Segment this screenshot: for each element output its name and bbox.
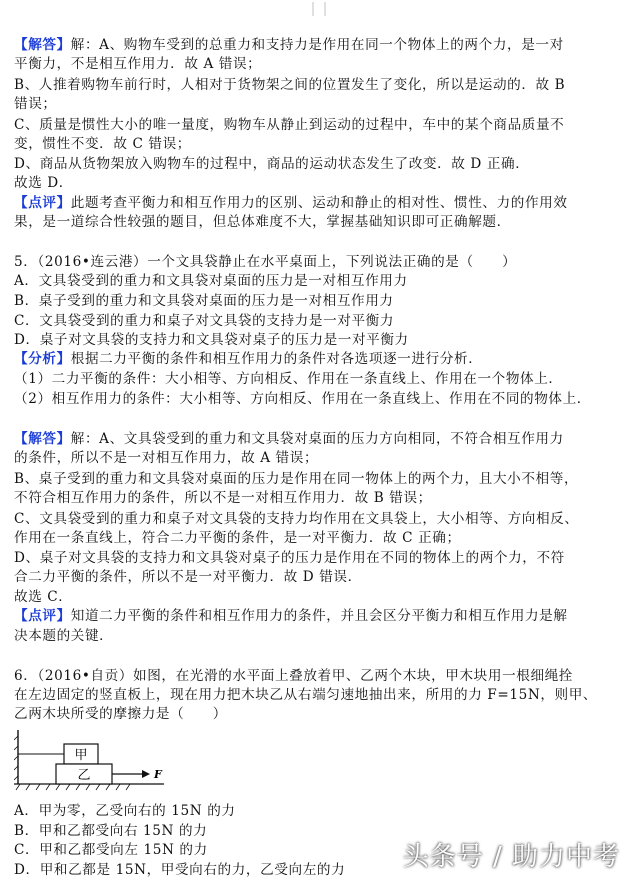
q5-solution-line-1: 【解答】解：A、文具袋受到的重力和文具袋对桌面的压力方向相同，不符合相互作用力 [14,431,564,447]
q5-solution-line-2: 的条件，所以不是一对相互作用力，故 A 错误； [14,450,319,466]
q6-stem-line-3: 乙两木块所受的摩擦力是（ ） [14,706,227,722]
q4-answer-line-5: C、质量是惯性大小的唯一量度，购物车从静止到运动的过程中，车中的某个商品质量不 [14,117,565,133]
q5-solution-line-5: C、文具袋受到的重力和桌子对文具袋的支持力均作用在文具袋上，大小相等、方向相反、 [14,511,579,527]
q4-comment-line-2: 果，是一道综合性较强的题目，但总体难度不大，掌握基础知识即可正确解题． [14,214,511,230]
q5-option-b: B．桌子受到的重力和文具袋对桌面的压力是一对相互作用力 [14,293,394,309]
q5-solution-line-7: D、桌子对文具袋的支持力和文具袋对桌子的压力是作用在不同的物体上的两个力，不符 [14,550,565,566]
q4-answer-line-7: D、商品从货物架放入购物车的过程中，商品的运动状态发生了改变．故 D 正确． [14,156,530,172]
q5-option-a: A．文具袋受到的重力和文具袋对桌面的压力是一对相互作用力 [14,273,408,289]
block-jia-label: 甲 [74,748,88,763]
q4-answer-line-2: 平衡力，不是相互作用力．故 A 错误； [14,56,262,72]
q5-solution-line-3: B、桌子受到的重力和文具袋对桌面的压力是作用在同一物体上的两个力，且大小不相等， [14,471,579,487]
block-yi-label: 乙 [77,768,91,783]
q6-option-b: B．甲和乙都受向右 15N 的力 [14,823,208,839]
comment-tag: 【点评】 [14,195,71,211]
q4-answer-line-4: 错误； [14,96,57,112]
q6-stem-line-1: 6．（2016•自贡）如图，在光滑的水平面上叠放着甲、乙两个木块，甲木块用一根细绳拴 [14,668,574,684]
analysis-tag: 【分析】 [14,351,71,367]
answer-tag: 【解答】 [14,431,71,447]
q5-option-d: D．桌子对文具袋的支持力和文具袋对桌子的压力是一对平衡力 [14,332,409,348]
q5-solution-line-4: 不符合相互作用力的条件，所以不是一对相互作用力．故 B 错误； [14,490,432,506]
q6-option-a: A．甲为零，乙受向右的 15N 的力 [14,803,236,819]
q4-answer-line-1: 【解答】解：A、购物车受到的总重力和支持力是作用在同一个物体上的两个力，是一对 [14,37,564,53]
watermark: 头条号 / 助力中考 [402,842,620,872]
scan-mark [312,2,326,16]
block-diagram [14,728,164,792]
q5-option-c: C．文具袋受到的重力和桌子对文具袋的支持力是一对平衡力 [14,313,395,329]
q5-comment-line-2: 决本题的关键． [14,628,114,644]
q5-stem: 5．（2016•连云港）一个文具袋静止在水平桌面上，下列说法正确的是（ ） [14,254,517,270]
q6-option-d: D．甲和乙都是 15N，甲受向右的力，乙受向左的力 [14,862,346,878]
q5-analysis-2: （2）相互作用力的条件：大小相等、方向相反、作用在一条直线上、作用在不同的物体上． [14,391,591,407]
answer-tag: 【解答】 [14,37,71,53]
q4-answer-line-8: 故选 D． [14,175,74,191]
q4-comment-line-1: 【点评】此题考查平衡力和相互作用力的区别、运动和静止的相对性、惯性、力的作用效 [14,195,568,211]
q5-solution-line-9: 故选 C． [14,589,73,605]
ground-hatch [16,784,130,790]
comment-tag: 【点评】 [14,608,71,624]
q6-stem-line-2: 在左边固定的竖直板上，现在用力把木块乙从右端匀速地抽出来，所用的力 F=15N，则甲、 [14,687,598,703]
q5-solution-line-6: 作用在一条直线上，符合二力平衡的条件，是一对平衡力．故 C 正确； [14,530,461,546]
q4-answer-line-3: B、人推着购物车前行时，人相对于货物架之间的位置发生了变化，所以是运动的．故 B [14,77,566,93]
q5-solution-line-8: 合二力平衡的条件，所以不是一对平衡力．故 D 错误． [14,569,362,585]
force-label: F [154,768,162,781]
q6-option-c: C．甲和乙都受向左 15N 的力 [14,842,208,858]
q4-answer-line-6: 变，惯性不变．故 C 错误； [14,136,191,152]
q5-comment-line-1: 【点评】知道二力平衡的条件和相互作用力的条件，并且会区分平衡力和相互作用力是解 [14,608,568,624]
q5-analysis: 【分析】根据二力平衡的条件和相互作用力的条件对各选项逐一进行分析． [14,351,483,367]
arrow-head-icon [142,770,150,778]
q5-analysis-1: （1）二力平衡的条件：大小相等、方向相反、作用在一条直线上、作用在一个物体上． [14,371,563,387]
